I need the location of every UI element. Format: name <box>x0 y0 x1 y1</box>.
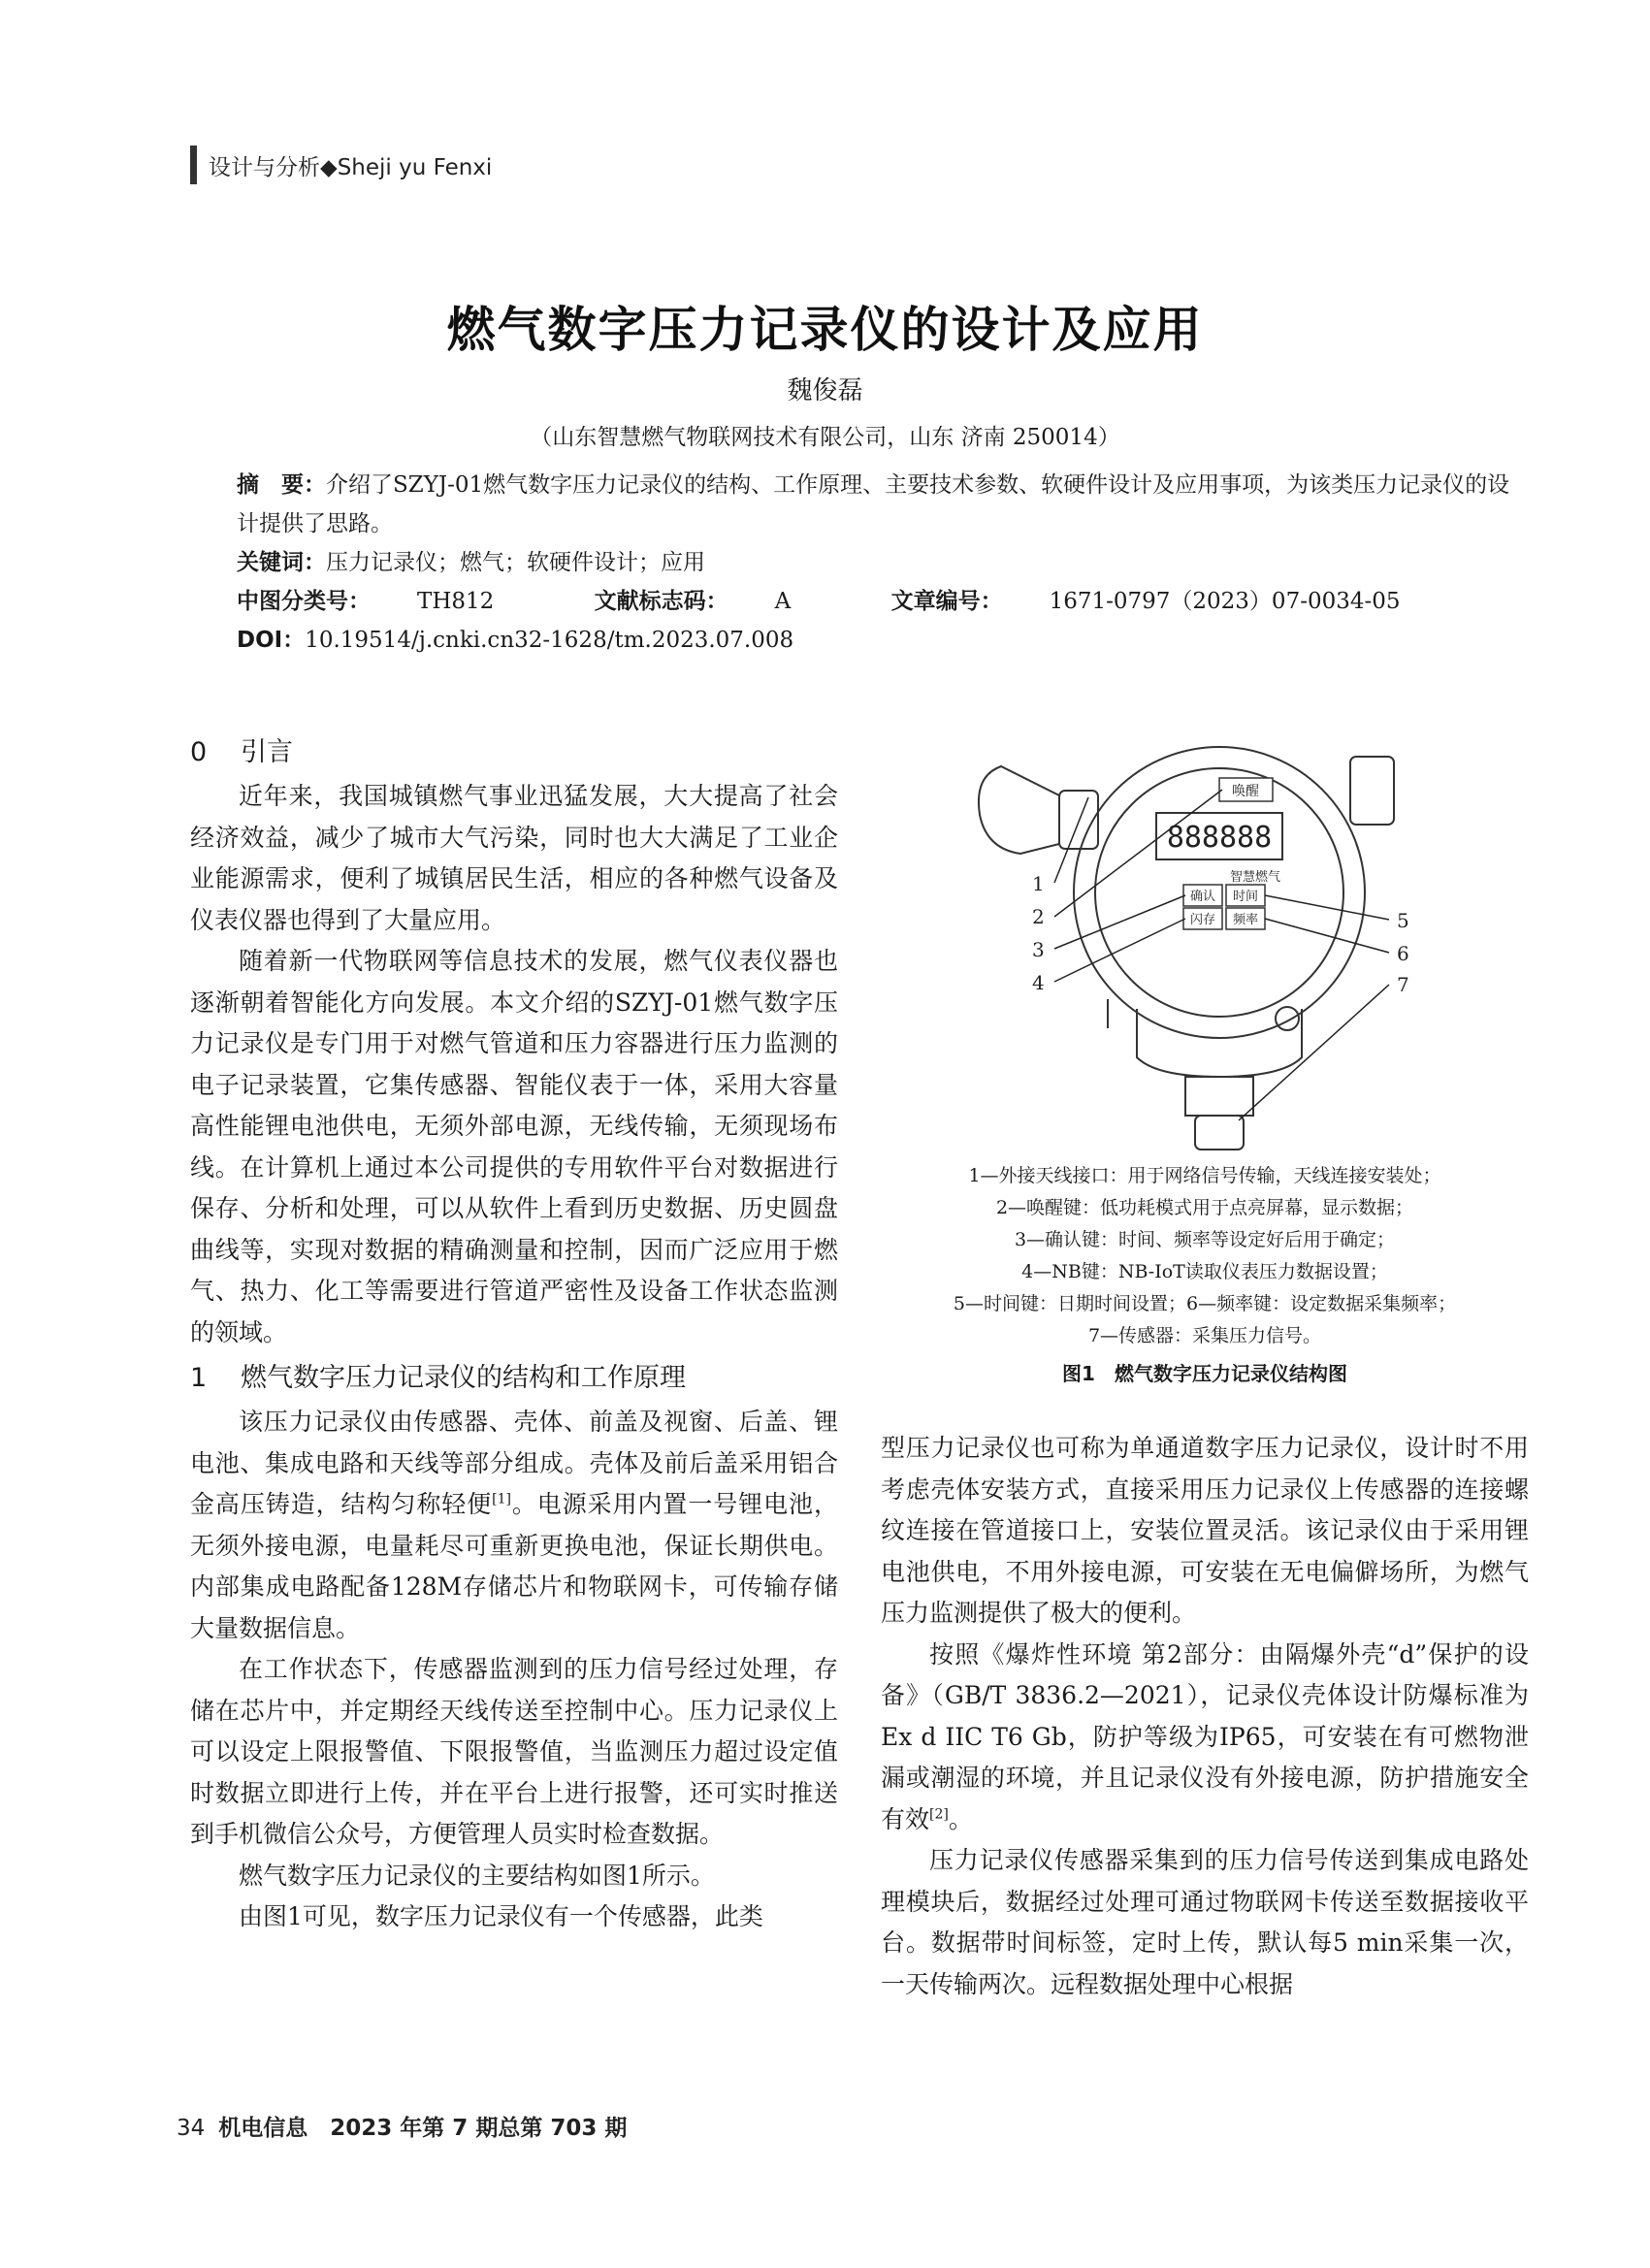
section-heading-1: 1 燃气数字压力记录仪的结构和工作原理 <box>190 1363 686 1393</box>
keywords <box>237 543 1517 582</box>
affiliation: （山东智慧燃气物联网技术有限公司，山东 济南 250014） <box>530 425 1120 450</box>
doi-value: 10.19514/j.cnki.cn32-1628/tm.2023.07.008 <box>305 628 794 653</box>
abstract <box>237 466 1517 543</box>
doc-code-value: A <box>774 589 792 614</box>
callout-7: 7 <box>1397 973 1409 996</box>
callout-2: 2 <box>1032 905 1045 928</box>
legend-line: 4—NB键：NB-IoT读取仪表压力数据设置； <box>1021 1261 1388 1282</box>
confirm-key-label: 确认 <box>1189 890 1216 904</box>
doi-label: DOI： <box>237 628 306 653</box>
body-column-left <box>190 729 838 1938</box>
page-number: 34 <box>177 2116 206 2141</box>
brand-label: 智慧燃气 <box>1229 870 1281 885</box>
wake-key-label: 唤醒 <box>1232 784 1259 799</box>
journal-issue: 机电信息 2023 年第 7 期总第 703 期 <box>218 2116 628 2141</box>
paragraph: 在工作状态下，传感器监测到的压力信号经过处理，存储在芯片中，并定期经天线传送至控制中心。压力记录仪上可以设定上限报警值、下限报警值，当监测压力超过设定值时数据立即进行上传，并在平台上进行报警，还可实时推送到手机微信公众号，方便管理人员实时检查数据。 <box>190 1655 838 1848</box>
section-header <box>190 146 492 184</box>
author: 魏俊磊 <box>787 376 863 405</box>
figure-1 <box>881 737 1529 1386</box>
article-no-value: 1671-0797（2023）07-0034-05 <box>1049 589 1401 614</box>
legend-line: 2—唤醒键：低功耗模式用于点亮屏幕，显示数据； <box>995 1197 1414 1218</box>
callout-4: 4 <box>1032 971 1045 994</box>
nb-key-label: 闪存 <box>1189 913 1216 927</box>
body-column-right <box>881 1428 1529 2005</box>
callout-6: 6 <box>1397 942 1409 965</box>
antenna-icon <box>979 766 1059 854</box>
callout-1: 1 <box>1032 872 1045 895</box>
abstract-text: 介绍了SZYJ-01燃气数字压力记录仪的结构、工作原理、主要技术参数、软硬件设计及应用事项，为该类压力记录仪的设计提供了思路。 <box>237 472 1510 536</box>
paragraph: 该压力记录仪由传感器、壳体、前盖及视窗、后盖、锂电池、集成电路和天线等部分组成。壳体及前后盖采用铝合金高压铸造，结构匀称轻便[1]。电源采用内置一号锂电池，无须外接电源，电量耗尽可重新更换电池，保证长期供电。内部集成电路配备128M存储芯片和物联网卡，可传输存储大量数据信息。 <box>190 1408 838 1642</box>
section-heading-0: 0 引言 <box>190 737 293 767</box>
section-header-label: 设计与分析◆Sheji yu Fenxi <box>209 154 493 180</box>
doc-code-label: 文献标志码： <box>594 589 728 614</box>
legend-line: 1—外接天线接口：用于网络信号传输，天线连接安装处； <box>968 1165 1441 1186</box>
classification-line <box>237 582 1517 621</box>
citation-ref: [1] <box>492 1491 511 1507</box>
lcd-display: 888888 <box>1166 821 1273 855</box>
paper-title: 燃气数字压力记录仪的设计及应用 <box>446 302 1204 358</box>
legend-line: 3—确认键：时间、频率等设定好后用于确定； <box>1014 1229 1396 1250</box>
clc-label: 中图分类号： <box>237 589 371 614</box>
page-footer <box>177 2110 627 2142</box>
article-no-label: 文章编号： <box>890 589 1003 614</box>
doi-line <box>237 621 1517 660</box>
section-header-bar <box>190 146 197 184</box>
keywords-text: 压力记录仪；燃气；软硬件设计；应用 <box>326 550 705 575</box>
callout-5: 5 <box>1397 909 1409 932</box>
figure-legend <box>881 1160 1529 1352</box>
paragraph: 随着新一代物联网等信息技术的发展，燃气仪表仪器也逐渐朝着智能化方向发展。本文介绍的SZYJ-01燃气数字压力记录仪是专门用于对燃气管道和压力容器进行压力监测的电子记录装置，它集传感器、智能仪表于一体，采用大容量高性能锂电池供电，无须外部电源，无线传输，无须现场布线。在计算机上通过本公司提供的专用软件平台对数据进行保存、分析和处理，可以从软件上看到历史数据、历史圆盘曲线等，实现对数据的精确测量和控制，因而广泛应用于燃气、热力、化工等需要进行管道严密性及设备工作状态监测的领域。 <box>190 947 838 1346</box>
paragraph: 燃气数字压力记录仪的主要结构如图1所示。 <box>239 1861 715 1890</box>
paragraph: 型压力记录仪也可称为单通道数字压力记录仪，设计时不用考虑壳体安装方式，直接采用压力记录仪上传感器的连接螺纹连接在管道接口上，安装位置灵活。该记录仪由于采用锂电池供电，不用外接电源，可安装在无电偏僻场所，为燃气压力监测提供了极大的便利。 <box>881 1434 1529 1627</box>
keywords-label: 关键词： <box>237 550 326 575</box>
paragraph: 按照《爆炸性环境 第2部分：由隔爆外壳“d”保护的设备》（GB/T 3836.2—2021），记录仪壳体设计防爆标准为Ex d IIC T6 Gb，防护等级为IP65，可安装在有可燃物泄漏或潮湿的环境，并且记录仪没有外接电源，防护措施安全有效[2]。 <box>881 1639 1529 1833</box>
figure-caption: 图1 燃气数字压力记录仪结构图 <box>1062 1362 1347 1385</box>
clc-value: TH812 <box>417 589 495 614</box>
callout-3: 3 <box>1032 938 1045 961</box>
abstract-block <box>237 466 1517 660</box>
abstract-label: 摘 要： <box>237 472 326 498</box>
sensor-icon <box>1195 1116 1244 1150</box>
freq-key-label: 频率 <box>1232 913 1259 927</box>
paragraph: 压力记录仪传感器采集到的压力信号传送到集成电路处理模块后，数据经过处理可通过物联网卡传送至数据接收平台。数据带时间标签，定时上传，默认每5 min采集一次，一天传输两次。远程数据处理中心根据 <box>881 1846 1529 1998</box>
time-key-label: 时间 <box>1232 890 1259 904</box>
paragraph: 由图1可见，数字压力记录仪有一个传感器，此类 <box>239 1902 763 1930</box>
citation-ref: [2] <box>929 1806 949 1823</box>
recorder-structure-diagram <box>962 737 1447 1154</box>
legend-line: 7—传感器：采集压力信号。 <box>1087 1325 1322 1346</box>
legend-line: 5—时间键：日期时间设置；6—频率键：设定数据采集频率； <box>953 1293 1457 1314</box>
paragraph: 近年来，我国城镇燃气事业迅猛发展，大大提高了社会经济效益，减少了城市大气污染，同时也大大满足了工业企业能源需求，便利了城镇居民生活，相应的各种燃气设备及仪表仪器也得到了大量应用。 <box>190 782 838 934</box>
